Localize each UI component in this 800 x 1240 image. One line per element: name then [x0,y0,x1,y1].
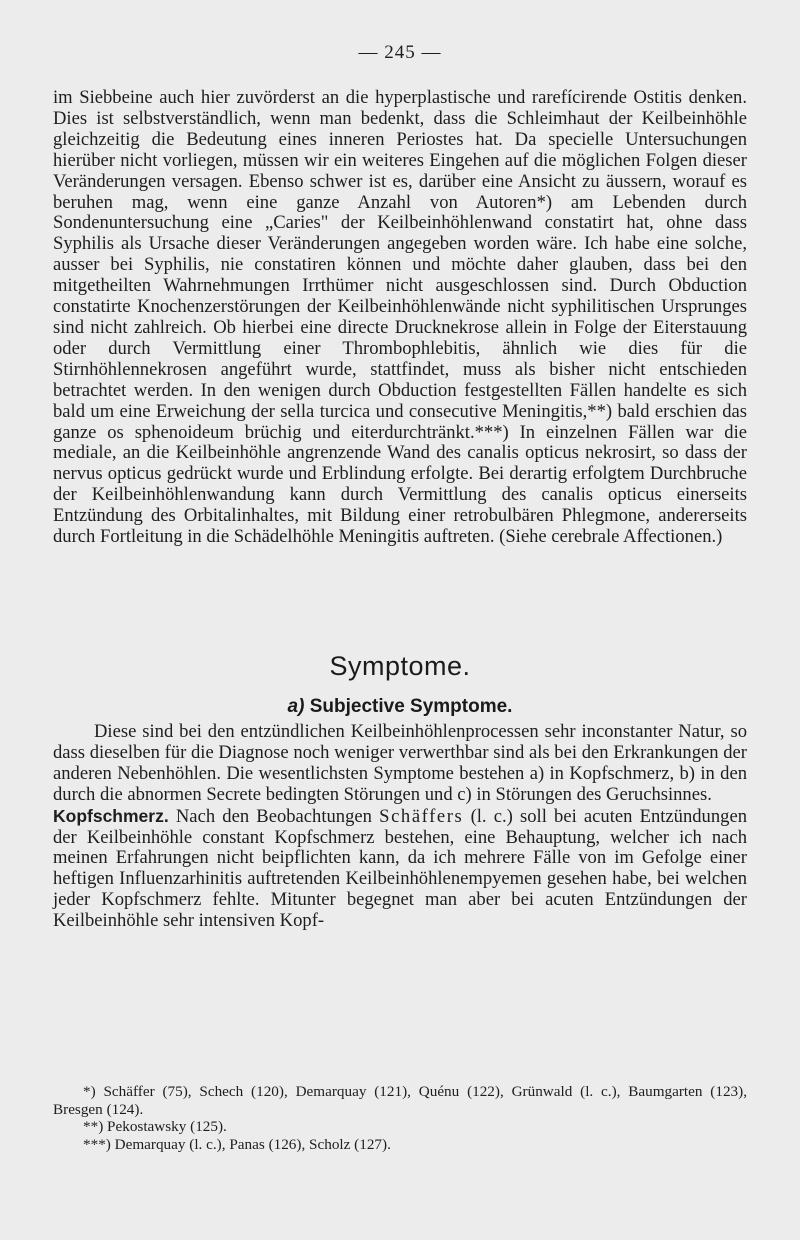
paragraph-block [53,88,747,548]
footnote: *) Schäffer (75), Schech (120), Demarquay (121), Quénu (122), Grünwald (l. c.), Baumgarten (123), Bresgen (124). [53,1083,747,1118]
footnotes [53,1083,747,1153]
section-subheading [0,696,800,718]
section-heading: Symptome. [329,651,471,681]
body-paragraph [53,806,747,932]
run-in-heading: Kopfschmerz. [53,805,169,826]
body-paragraph: Diese sind bei den entzündlichen Keilbeinhöhlenprocessen sehr inconstanter Natur, so dass dieselben für die Diagnose noch weniger verwerthbar sind als bei den Erkrankungen der anderen Nebenhöhlen. Die wesentlichsten Symptome bestehen a) in Kopfschmerz, b) in den durch die abnormen Secrete bedingten Störungen und c) in Störungen des Geruchsinnes. [53,721,747,805]
paragraph-text: Nach den Beobachtungen [168,805,380,827]
subheading-letter: a) [287,696,305,717]
subheading-text: Subjective Symptome. [309,696,513,717]
paragraph-block [53,722,747,932]
page-number: — 245 — [358,42,442,63]
paragraph-text: (l. c.) soll bei acuten Entzündungen der Keilbeinhöhle constant Kopfschmerz bestehen, eine Behauptung, welcher ich nach meinen Erfahrungen nicht beipflichten kann, da ich mehrere Fälle von im Gefolge einer heftigen Influenzarhinitis auftretenden Keilbeinhöhlenempyemen gesehen habe, bei welchen jeder Kopfschmerz fehlte. Mitunter begegnet man aber bei acuten Entzündungen der Keilbeinhöhle sehr intensiven Kopf- [53,805,748,932]
footnote: **) Pekostawsky (125). [83,1118,227,1136]
author-name: Schäffers [379,805,464,827]
body-paragraph: im Siebbeine auch hier zuvörderst an die hyperplastische und rarefícirende Ostitis denken. Dies ist selbstverständlich, wenn man bedenkt, dass die Schleimhaut der Keilbeinhöhle gleichzeitig die Bedeutung eines inneren Periostes hat. Da specielle Untersuchungen hierüber nicht vorliegen, müssen wir ein weiteres Eingehen auf die möglichen Folgen dieser Veränderungen versagen. Ebenso schwer ist es, darüber eine Ansicht zu äussern, worauf es beruhen mag, wenn eine ganze Anzahl von Autoren*) am Lebenden durch Sondenuntersuchung eine „Caries" der Keilbeinhöhlenwand constatirt hat, ohne dass Syphilis als Ursache dieser Veränderungen angegeben worden wäre. Ich habe eine solche, ausser bei Syphilis, nie constatiren können und möchte daher glauben, dass bei den mitgetheilten Wahrnehmungen Irrthümer nicht ausgeschlossen sind. Durch Obduction constatirte Knochenzerstörungen der Keilbeinhöhlenwände nicht syphilitischen Ursprunges sind nicht zahlreich. Ob hierbei eine directe Drucknekrose allein in Folge der Eiterstauung oder durch Vermittlung einer Thrombophlebitis, ähnlich wie dies für die Stirnhöhlennekrosen angeführt wurde, stattfindet, muss als bisher nicht entschieden betrachtet werden. In den wenigen durch Obduction festgestellten Fällen handelte es sich bald um eine Erweichung der sella turcica und consecutive Meningitis,**) bald erschien das ganze os sphenoideum brüchig und eiterdurchtränkt.***) In einzelnen Fällen war die mediale, an die Keilbeinhöhle angrenzende Wand des canalis opticus nekrosirt, so dass der nervus opticus gedrückt wurde und Erblindung erfolgte. Bei derartig erfolgtem Durchbruche der Keilbeinhöhlenwandung kann durch Vermittlung des canalis opticus einerseits Entzündung des Orbitalinhaltes, mit Bildung einer retrobulbären Phlegmone, andererseits durch Fortleitung in die Schädelhöhle Meningitis auftreten. (Siehe cerebrale Affectionen.) [53,87,747,548]
footnote: ***) Demarquay (l. c.), Panas (126), Scholz (127). [83,1135,391,1153]
